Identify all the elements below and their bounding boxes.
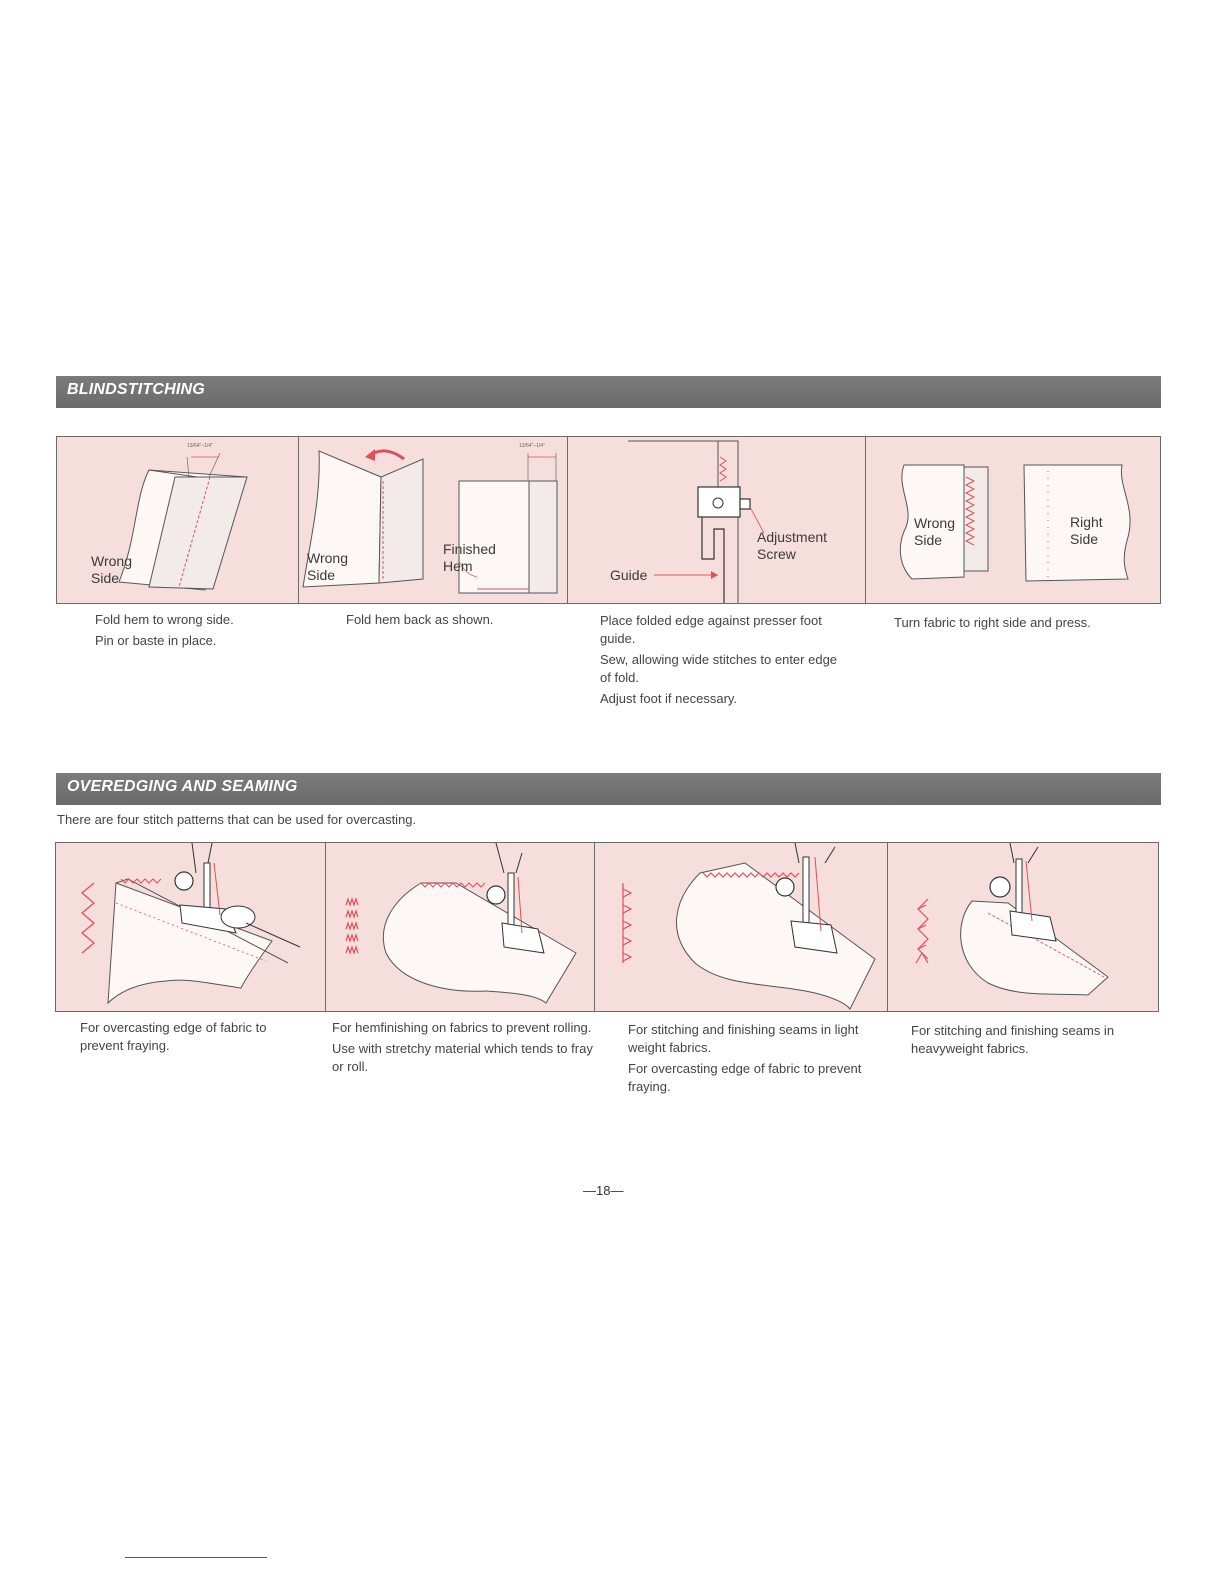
section-title: BLINDSTITCHING — [67, 381, 205, 398]
side-label: Side — [91, 570, 120, 586]
caption-line: Use with stretchy material which tends to fray or roll. — [332, 1041, 593, 1074]
side-label: Side — [914, 532, 943, 548]
measure-label: 13/64"–1/4" — [187, 443, 213, 449]
multi-zigzag-stitch-icon — [346, 899, 358, 953]
caption-line: Fold hem back as shown. — [346, 612, 494, 627]
wrong-label: Wrong — [91, 553, 132, 569]
overedging-intro: There are four stitch patterns that can be used for overcasting. — [57, 812, 417, 827]
overedging-illustrations — [55, 842, 1159, 1012]
caption-line: For stitching and finishing seams in light weight fabrics. — [628, 1022, 859, 1055]
blindstitching-header — [56, 376, 1161, 408]
presser-foot-illustration — [568, 437, 865, 603]
overcasting-drawing — [56, 843, 325, 1011]
light-seam-illustration — [595, 843, 887, 1011]
zigzag-stitch-icon — [82, 883, 94, 953]
overedging-header — [56, 773, 1161, 805]
caption-line: Turn fabric to right side and press. — [894, 615, 1091, 630]
fold-back-drawing — [299, 437, 567, 603]
right-label: Right — [1070, 514, 1103, 530]
heavy-overlock-stitch-icon — [916, 899, 928, 963]
hemfinishing-illustration — [326, 843, 594, 1011]
caption-line: For overcasting edge of fabric to prevent fraying. — [628, 1061, 862, 1094]
caption-heavy-seam — [911, 1022, 1151, 1061]
caption-line: Sew, allowing wide stitches to enter edge of fold. — [600, 652, 838, 685]
caption-line: Place folded edge against presser foot guide. — [600, 613, 822, 646]
fold-hem-illustration — [57, 437, 298, 603]
caption-fold-back — [346, 611, 566, 632]
wrong-label: Wrong — [307, 550, 348, 566]
heavy-seam-illustration — [888, 843, 1158, 1011]
heavy-seam-drawing — [888, 843, 1158, 1011]
side-label: Side — [1070, 531, 1099, 547]
screw-label: Screw — [757, 546, 796, 562]
adjustment-label: Adjustment — [757, 529, 828, 545]
footer-rule — [125, 1557, 267, 1558]
overcasting-illustration — [56, 843, 325, 1011]
caption-presser-foot — [600, 612, 845, 711]
caption-line: For stitching and finishing seams in heavyweight fabrics. — [911, 1023, 1115, 1056]
caption-fold-hem — [95, 611, 285, 653]
caption-light-seam — [628, 1021, 868, 1099]
caption-line: Adjust foot if necessary. — [600, 691, 738, 706]
hemfinishing-drawing — [326, 843, 594, 1011]
page-number: —18— — [583, 1183, 624, 1198]
section-title: OVEREDGING AND SEAMING — [67, 778, 298, 795]
overlock-stitch-icon — [623, 883, 631, 963]
fold-back-illustration — [299, 437, 567, 603]
right-side-drawing — [866, 437, 1160, 603]
right-side-illustration — [866, 437, 1160, 603]
caption-line: Fold hem to wrong side. — [95, 612, 234, 627]
blindstitching-illustrations — [56, 436, 1161, 604]
wrong-label: Wrong — [914, 515, 955, 531]
finished-label: Finished — [443, 541, 496, 557]
caption-hemfinishing — [332, 1019, 594, 1079]
hem-label: Hem — [443, 558, 473, 574]
caption-line: For hemfinishing on fabrics to prevent rolling. — [332, 1020, 592, 1035]
caption-overcasting — [80, 1019, 310, 1058]
caption-line: Pin or baste in place. — [95, 633, 217, 648]
caption-line: For overcasting edge of fabric to prevent fraying. — [80, 1020, 267, 1053]
light-seam-drawing — [595, 843, 887, 1011]
side-label: Side — [307, 567, 336, 583]
caption-right-side — [894, 614, 1154, 635]
measure-label: 13/64"–1/4" — [519, 443, 545, 449]
guide-label: Guide — [610, 567, 648, 583]
